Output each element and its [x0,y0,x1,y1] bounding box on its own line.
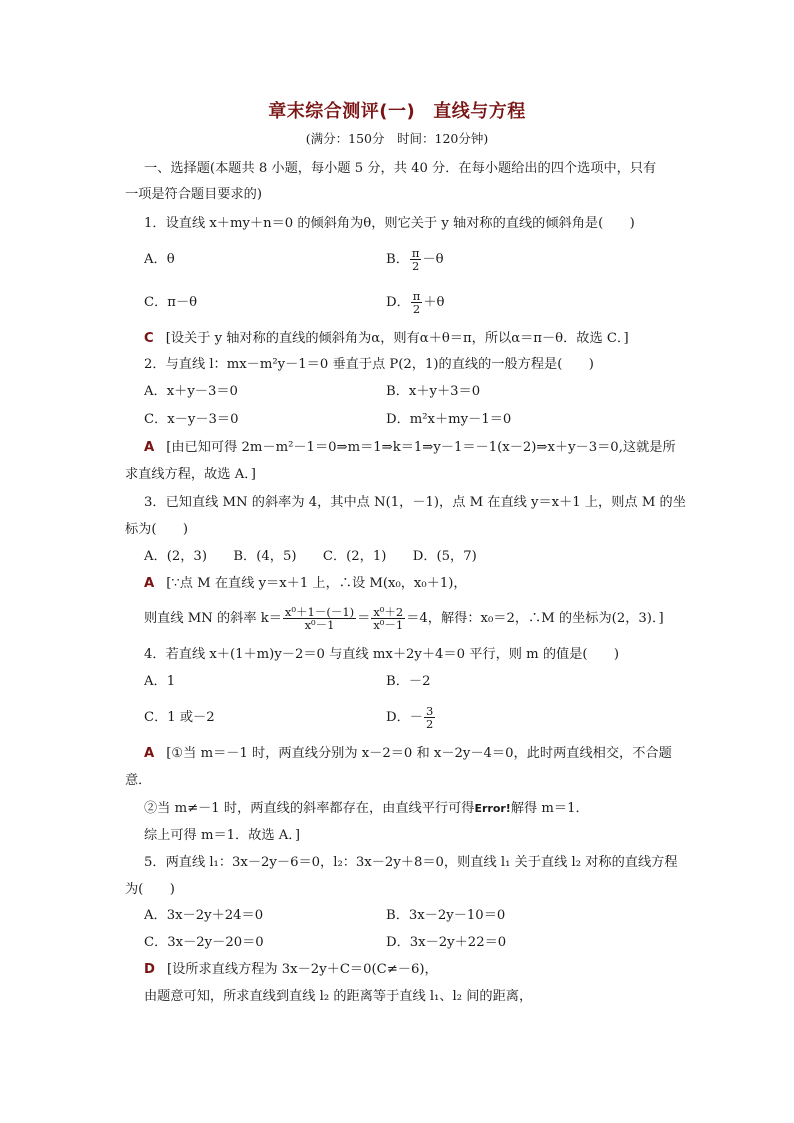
q2-solution-line2: 求直线方程，故选 A．] [125,467,256,482]
q5-option-b: B．3x－2y－10＝0 [386,908,506,923]
q1-option-b: B． $\frac{\pi}{2}$ －θ [386,246,444,273]
q2-option-c: C．x－y－3＝0 [144,412,239,427]
title-part2: 直线与方程 [433,101,526,122]
q5-stem-line1: 5．两直线 l₁：3x－2y－6＝0，l₂：3x－2y＋8＝0，则直线 l₁ 关于直线 l₂ 对称的直线方程 [144,855,678,870]
q5-solution-line1: D [设所求直线方程为 3x－2y＋C＝0(C≠－6)， [144,962,438,977]
q2-answer: A [144,440,155,455]
q5-option-a: A．3x－2y＋24＝0 [144,908,264,923]
q5-option-c: C．3x－2y－20＝0 [144,935,264,950]
q1-option-c: C．π－θ [144,295,198,310]
q4-option-a: A．1 [144,674,176,689]
q3-options: A．(2，3) B．(4，5) C．(2，1) D．(5，7) [144,549,477,564]
page-title [0,97,794,123]
q4-error-marker: Error! [474,802,511,815]
q4-answer: A [144,746,155,761]
q1-option-d-fraction: $\frac{\pi}{2}$ [412,289,421,316]
section-heading-line1: 一、选择题(本题共 8 小题，每小题 5 分，共 40 分．在每小题给出的四个选项中，只有 [144,161,657,176]
q4-solution-line4: 综上可得 m＝1．故选 A．] [144,828,301,843]
q2-option-b: B．x＋y＋3＝0 [386,384,481,399]
q3-answer: A [144,576,155,591]
q1-stem: 1．设直线 x＋my＋n＝0 的倾斜角为θ，则它关于 y 轴对称的直线的倾斜角是( ) [144,216,635,231]
q1-solution: C [设关于 y 轴对称的直线的倾斜角为α，则有α＋θ＝π，所以α＝π－θ．故选 C．] [144,331,629,346]
q3-solution-line1: A [∵点 M 在直线 y＝x＋1 上，∴设 M(x₀，x₀＋1)， [144,576,467,591]
q4-solution-line3: ②当 m≠－1 时，两直线的斜率都存在，由直线平行可得Error!解得 m＝1． [144,801,589,816]
q2-stem: 2．与直线 l：mx－m²y－1＝0 垂直于点 P(2，1)的直线的一般方程是( ) [144,357,594,372]
q4-option-b: B．－2 [386,674,431,689]
section-heading-line2: 一项是符合题目要求的) [125,187,263,202]
q5-answer: D [144,962,155,977]
q5-stem-line2: 为( ) [125,882,175,897]
q5-option-d: D．3x－2y＋22＝0 [386,935,507,950]
subtitle: (满分：150分 时间：120分钟) [305,131,489,146]
title-part1: 章末综合测评(一) [268,101,416,122]
q4-solution-line1: A [①当 m＝－1 时，两直线分别为 x－2＝0 和 x－2y－4＝0，此时两直线相交，不合题 [144,746,672,761]
q3-fraction-1: $\frac{\text{x⁰＋1－(－1)}}{\text{x⁰－1}}$ [284,605,355,632]
q4-option-c: C．1 或－2 [144,710,215,725]
q3-stem-line2: 标为( ) [125,522,189,537]
q1-option-d: D． $\frac{\pi}{2}$ ＋θ [386,289,445,316]
q1-option-a: A．θ [144,252,175,267]
q4-solution-line2: 意． [125,773,152,788]
q1-option-b-fraction: $\frac{\pi}{2}$ [411,246,420,273]
q5-solution-line2: 由题意可知，所求直线到直线 l₂ 的距离等于直线 l₁、l₂ 间的距离， [144,989,533,1004]
q1-answer: C [144,331,154,346]
q2-solution-line1: A [由已知可得 2m－m²－1＝0⇒m＝1⇒k＝1⇒y－1＝－1(x－2)⇒x＋y－3＝0,这就是所 [144,440,676,455]
q3-fraction-2: $\frac{\text{x⁰＋2}}{\text{x⁰－1}}$ [373,605,404,632]
q4-option-d: D．－ $\frac{3}{2}$ [386,704,434,731]
q2-option-d: D．m²x＋my－1＝0 [386,412,512,427]
q3-stem-line1: 3．已知直线 MN 的斜率为 4，其中点 N(1，－1)，点 M 在直线 y＝x＋1 上，则点 M 的坐 [144,495,686,510]
q4-option-d-fraction: $\frac{3}{2}$ [425,704,434,731]
q3-solution-line2: 则直线 MN 的斜率 k＝ $\frac{\text{x⁰＋1－(－1)}}{\text{x⁰－1}}$ ＝ $\frac{\text{x⁰＋2}}{\text{x⁰－1}}$ ＝4，解得：x₀＝2，∴M 的坐标为(2，3)．] [144,605,664,632]
q4-stem: 4．若直线 x＋(1＋m)y－2＝0 与直线 mx＋2y＋4＝0 平行，则 m 的值是( ) [144,647,620,662]
q2-option-a: A．x＋y－3＝0 [144,384,238,399]
